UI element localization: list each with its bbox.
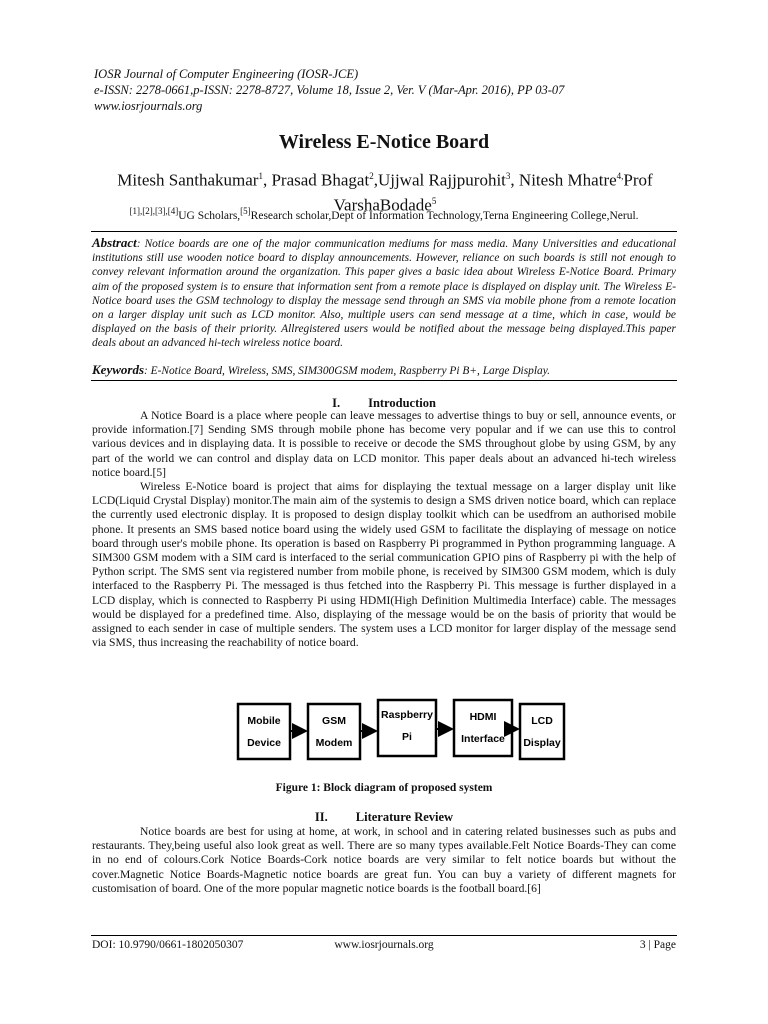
diagram-block-lcd: [520, 704, 564, 759]
section-number: I.: [332, 396, 341, 410]
author-name: ,Ujjwal Rajjpurohit: [373, 170, 506, 190]
section-number: II.: [314, 810, 328, 824]
abstract: [92, 236, 676, 351]
footer-site: www.iosrjournals.org: [334, 939, 434, 951]
author-sup: 4,: [616, 171, 624, 181]
keywords-label: Keywords: [92, 362, 144, 377]
affiliation-text: Research scholar,Dept of Information Technology,Terna Engineering College,Nerul.: [250, 209, 639, 222]
footer-divider: [91, 935, 677, 936]
keywords-text: : E-Notice Board, Wireless, SMS, SIM300GSM modem, Raspberry Pi B+, Large Display.: [144, 365, 550, 377]
footer-page-number: 3 | Page: [639, 939, 676, 951]
paragraph: Notice boards are best for using at home, at work, in school and in catering related businesses such as pubs and restaurants. They,being useful also look great as well. There are so many types available.Felt Notice Boards-They can come in no end of colours.Cork Notice Boards-Cork notice boards are very similar to felt notice boards but without the cover.Magnetic Notice Boards-Magnetic notice boards are great fun. You can buy a variety of different magnets for customisation of board. One of the more popular magnetic notice boards is the football board.[6]: [92, 825, 676, 895]
author-name: Prof VarshaBodade: [333, 170, 653, 215]
footer-doi: DOI: 10.9790/0661-1802050307: [92, 939, 244, 951]
block-label: Pi: [402, 731, 412, 743]
block-label: Raspberry: [381, 709, 433, 721]
section-title: Introduction: [368, 396, 436, 410]
block-label: GSM: [322, 715, 346, 727]
keywords: [92, 362, 676, 378]
affiliation-sup: [1],[2],[3],[4]: [129, 206, 179, 216]
diagram-block-hdmi: [454, 700, 512, 756]
paper-title: Wireless E-Notice Board: [278, 131, 490, 153]
paragraph: Wireless E-Notice board is project that aims for displaying the textual message on a larger display unit like LCD(Liquid Crystal Display) monitor.The main aim of the systemis to design a SMS driven notice board, which can replace the currently used electronic display. It is proposed to design display toolkit which can be usedfrom an authorised mobile phone. It presents an SMS based notice board using the widely used GSM to facilitate the displaying of message on notice board through user's mobile phone. Its operation is based on Raspberry Pi programmed in Python programming language. A SIM300 GSM modem with a SIM card is interfaced to the serial communication GPIO pins of Raspberry pi with the help of Python script. The SMS sent via registered number from mobile phone, is received by SIM300 GSM modem, which is duly interfaced to the Raspberry Pi. The messaged is thus fetched into the Raspberry Pi. This message is further displayed in a LCD display, which is connected to Raspberry Pi using HDMI(High Definition Multimedia Interface) cable. The messages would be displayed for a predefined time. Also, displaying of the message would be on the basis of priority that would be assigned to each sender in case of multiple senders. The system uses a LCD monitor for larger display of the message send via SMS, thus increasing the reachability of notice board.: [92, 480, 676, 650]
top-divider: [91, 231, 677, 232]
journal-header: [94, 66, 564, 114]
block-label: Display: [523, 737, 561, 749]
abstract-text: : Notice boards are one of the major communication mediums for mass media. Many Universities and educational institutions still use wooden notice board to display announcements. However, reliance on such boards is still not enough to convey relevant information around the organization. This paper gives a basic idea about Wireless E-Notice Board. Primary aim of the proposed system is to ensure that information sent from a remote place is displayed on display unit. The Wireless E-Notice board uses the GSM technology to display the message send through an SMS via mobile phone from a remote location on a larger display unit such as LCD monitor. Also, multiple users can send message at a time, which in case, would be displayed on the basis of their priority. Allregistered users would be notified about the message being displayed.This paper deals about an advanced hi-tech wireless notice board.: [92, 238, 676, 350]
block-label: Interface: [461, 733, 505, 745]
affiliation-sup: [5]: [240, 206, 251, 216]
abstract-label: Abstract: [92, 235, 137, 250]
block-diagram: [236, 696, 566, 766]
block-label: Modem: [315, 737, 353, 749]
author-name: , Prasad Bhagat: [262, 170, 370, 190]
journal-issn: e-ISSN: 2278-0661,p-ISSN: 2278-8727, Volume 18, Issue 2, Ver. V (Mar-Apr. 2016), PP 03-07: [94, 83, 565, 97]
affiliation: [60, 206, 708, 222]
figure-caption: Figure 1: Block diagram of proposed system: [275, 782, 493, 794]
journal-url: www.iosrjournals.org: [94, 99, 203, 113]
block-label: Mobile: [247, 715, 281, 727]
author-sup: 2: [369, 171, 374, 181]
journal-name: IOSR Journal of Computer Engineering (IOSR-JCE): [94, 67, 359, 81]
section-heading-literature-review: [0, 810, 768, 825]
paragraph: A Notice Board is a place where people can leave messages to advertise things to buy or sell, announce events, or provide information.[7] Sending SMS through mobile phone has become very popular and if we can use this to control various devices and in displaying data. It is possible to receive or decode the SMS throughout globe by using GSM, by any part of the world we can control and display data on LCD monitor. This paper deals about an advanced hi-tech wireless notice board.[5]: [92, 409, 676, 479]
diagram-block-raspberry: [378, 700, 436, 756]
block-label: HDMI: [469, 711, 497, 723]
block-label: LCD: [531, 715, 553, 727]
diagram-block-gsm: [308, 704, 360, 759]
introduction-body: [92, 409, 676, 650]
author-sup: 5: [431, 195, 437, 206]
section-title: Literature Review: [355, 810, 454, 824]
diagram-block-mobile: [238, 704, 290, 759]
author-sup: 3: [505, 171, 511, 181]
block-label: Device: [247, 737, 281, 749]
author-name: Mitesh Santhakumar: [117, 170, 259, 190]
abstract-divider: [91, 380, 677, 381]
author-name: , Nitesh Mhatre: [510, 170, 617, 190]
author-sup: 1: [258, 171, 263, 181]
affiliation-text: UG Scholars,: [178, 209, 241, 222]
literature-review-body: [92, 825, 676, 896]
